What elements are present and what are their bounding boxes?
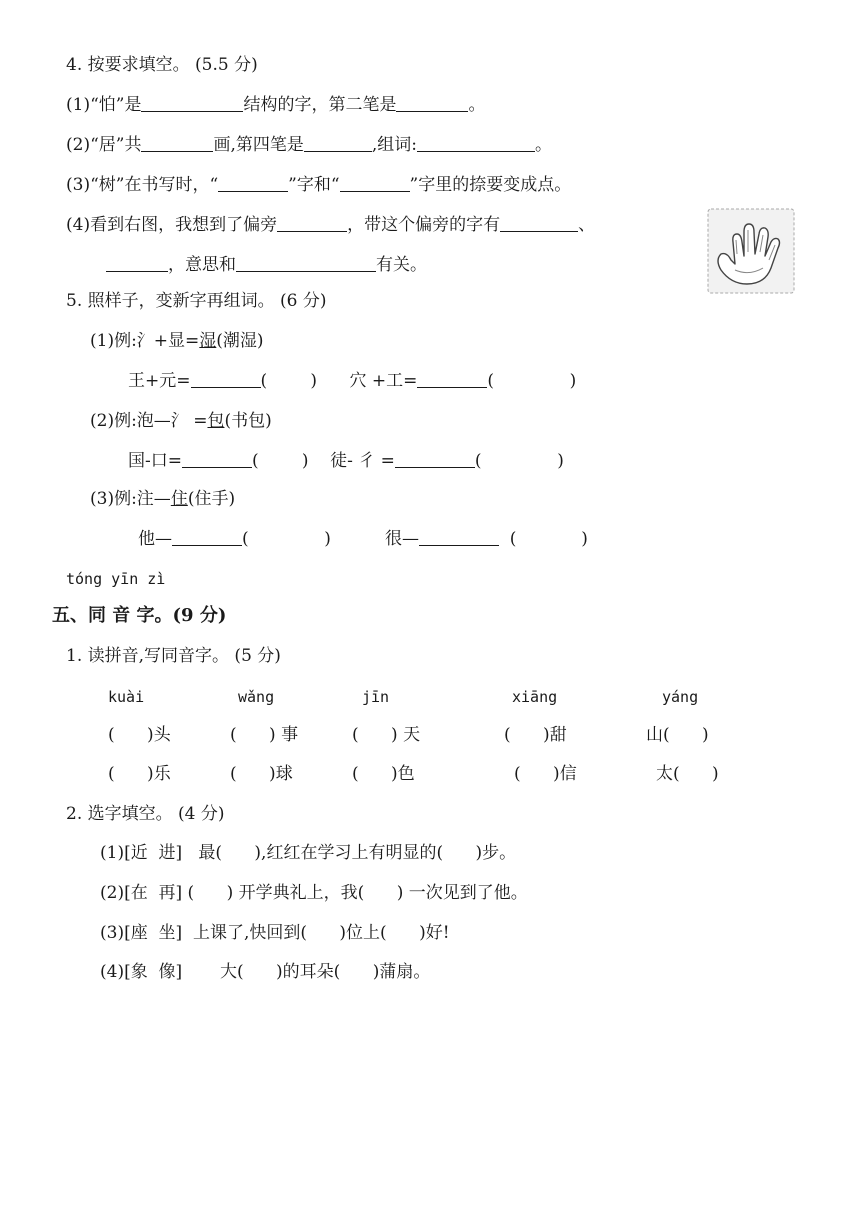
answer-blank[interactable] (277, 214, 347, 232)
q4-title: 4. 按要求填空。 (5.5 分) (66, 55, 258, 75)
q5-example-1: (1)例:氵+显=湿(潮湿) (90, 331, 264, 351)
section-title: 五、同 音 字。(9 分) (52, 605, 227, 626)
q5-example-3: (3)例:注—住(住手) (90, 489, 236, 509)
q4-line3: (3)“树”在书写时，“ ”字和“ ”字里的捺要变成点。 (66, 175, 572, 195)
pinyin-4: xiāng (512, 688, 558, 706)
q5-title: 5. 照样子，变新字再组词。 (6 分) (66, 291, 327, 311)
answer-blank[interactable] (417, 370, 487, 388)
choice-line[interactable]: (2)[在 再] ( ) 开学典礼上，我( ) 一次见到了他。 (100, 883, 528, 903)
homophone-blank[interactable]: ( )甜 (504, 725, 567, 745)
homophone-blank[interactable]: ( ) 天 (352, 725, 421, 745)
answer-blank[interactable] (141, 134, 213, 152)
homophone-blank[interactable]: ( )头 (108, 725, 171, 745)
q5-row-2: 国-口= ( ) 徒- 彳 = ( ) (128, 451, 564, 471)
q4-line5: ，意思和 有关。 (106, 254, 427, 276)
homophone-blank[interactable]: ( ) 事 (230, 725, 299, 745)
homophone-blank[interactable]: 山( ) (646, 725, 709, 745)
answer-blank[interactable] (395, 450, 475, 468)
q5-example-2: (2)例:泡—氵 =包(书包) (90, 411, 272, 431)
pinyin-5: yáng (662, 688, 699, 706)
homophone-blank[interactable]: ( )色 (352, 764, 415, 784)
answer-blank[interactable] (191, 370, 261, 388)
pinyin-2: wǎng (238, 688, 275, 706)
answer-blank[interactable] (172, 528, 242, 546)
q4-line1: (1)“怕”是 结构的字，第二笔是 。 (66, 95, 486, 115)
answer-blank[interactable] (500, 214, 578, 232)
answer-blank[interactable] (182, 450, 252, 468)
homophone-blank[interactable]: ( )乐 (108, 764, 171, 784)
pinyin-1: kuài (108, 688, 145, 706)
answer-blank[interactable] (419, 528, 499, 546)
hand-icon (707, 208, 795, 294)
answer-blank[interactable] (417, 134, 535, 152)
homophone-blank[interactable]: 太( ) (656, 764, 719, 784)
q5-row-3: 他— ( ) 很— ( ) (138, 529, 588, 549)
choice-line[interactable]: (1)[近 进] 最( ),红红在学习上有明显的( )步。 (100, 843, 517, 863)
homophone-blank[interactable]: ( )信 (514, 764, 577, 784)
answer-blank[interactable] (340, 174, 410, 192)
answer-blank[interactable] (236, 254, 376, 272)
answer-blank[interactable] (396, 94, 468, 112)
answer-blank[interactable] (141, 94, 243, 112)
answer-blank[interactable] (106, 254, 168, 272)
section-pinyin: tóng yīn zì (66, 570, 166, 588)
sub1-title: 1. 读拼音,写同音字。 (5 分) (66, 646, 281, 666)
answer-blank[interactable] (218, 174, 288, 192)
choice-line[interactable]: (4)[象 像] 大( )的耳朵( )蒲扇。 (100, 962, 431, 982)
choice-line[interactable]: (3)[座 坐] 上课了,快回到( )位上( )好! (100, 923, 450, 943)
homophone-blank[interactable]: ( )球 (230, 764, 293, 784)
answer-blank[interactable] (304, 134, 372, 152)
sub2-title: 2. 选字填空。 (4 分) (66, 804, 225, 824)
q4-line4: (4)看到右图，我想到了偏旁 ，带这个偏旁的字有 、 (66, 215, 596, 235)
pinyin-3: jīn (362, 688, 390, 706)
q4-line2: (2)“居”共 画,第四笔是 ,组词: 。 (66, 135, 553, 155)
q5-row-1: 王+元= ( ) 穴 +工= ( ) (128, 371, 577, 391)
